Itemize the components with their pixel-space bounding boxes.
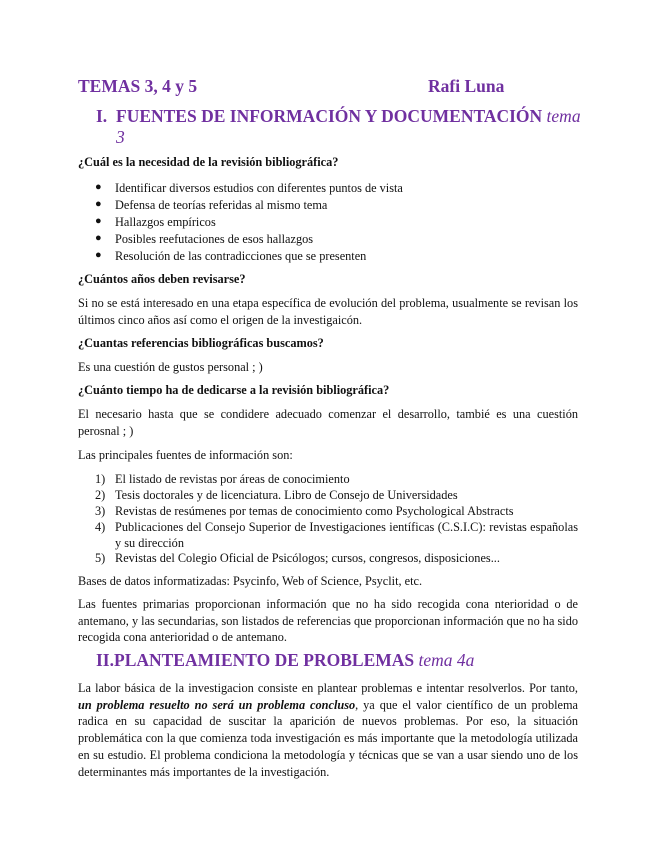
section-1-tema: tema [546,106,581,126]
question-necesidad: ¿Cuál es la necesidad de la revisión bibliográfica? [78,155,339,169]
section-1-tema-number: 3 [116,127,125,147]
section-2-tema: tema 4a [418,650,475,670]
header-author: Rafi Luna [428,76,505,96]
section-2-heading [96,650,586,671]
header-topics: TEMAS 3, 4 y 5 [78,76,198,96]
paragraph-tiempo: El necesario hasta que se condidere adecuado comenzar el desarrollo, tambié es una cuestión perosnal ; ) [78,407,578,438]
section-2-number: II. [96,650,114,670]
paragraph-referencias: Es una cuestión de gustos personal ; ) [78,360,263,374]
question-referencias: ¿Cuantas referencias bibliográficas buscamos? [78,336,324,350]
section-1-title: FUENTES DE INFORMACIÓN Y DOCUMENTACIÓN [116,106,543,126]
document-header [78,76,578,98]
section-2-title: PLANTEAMIENTO DE PROBLEMAS [114,650,415,670]
section-1-heading [96,106,586,148]
document-page: TEMAS 3, 4 y 5 Rafi Luna I. FUENTES DE INFORMACIÓN Y DOCUMENTACIÓN tema 3 ¿Cuál es la necesidad de la revisión bibliográfica? ● Identificar diversos estudios con diferentes puntos de vista ● Defensa de teorías referidas al mismo tema ● Hallazgos empíricos ● Posibles reefutaciones de esos hallazgos ● Resolución de las contradicciones que se presenten ¿Cuántos años deben revisarse? Si no se está interesado en una etapa específica de evolución del problema, usualmente se revisan los últimos cinco años así como el origen de la investigaicón. ¿Cuantas referencias bibliográficas buscamos? Es una cuestión de gustos personal ; ) ¿Cuánto tiempo ha de dedicarse a la revisión bibliográfica? El necesario hasta que se condidere adecuado comenzar el desarrollo, tambié es una cuestión perosnal ; ) Las principales fuentes de información son: 1) El listado de revistas por áreas de conocimiento 2) Tesis doctorales y de licenciatura. Libro de Consejo de Universidades 3) Revistas de resúmenes por temas de conocimiento como Psychological Abstracts 4) Publicaciones del Consejo Superior de Investigaciones ientíficas (C.S.I.C): revistas españolas y su dirección 5) Revistas del Colegio Oficial de Psicólogos; cursos, congresos, disposiciones... Bases de datos informatizadas: Psycinfo, Web of Science, Psyclit, etc. Las fuentes primarias proporcionan información que no ha sido recogida cona nterioridad o de antemano, y las secundarias, son listados de referencias que proporcionan información que no ha sido recogida cona anterioridad o de antemano. II.PLANTEAMIENTO DE PROBLEMAS tema 4a La labor básica de la investigacion consiste en plantear problemas e intentar resolverlos. Por tanto, un problema resuelto no será un problema concluso, ya que el valor científico de un problema radica en su capacidad de suscitar la aparición de nuevos problemas. Por eso, la situación problemática con la que comienza toda investigación es más importante que la metodología utilizada en su estudio. El problema condiciona la metodología y técnicas que se van a usar siendo uno de los determinantes más importantes de la investigación. [0,0,655,848]
paragraph-planteamiento: La labor básica de la investigacion consiste en plantear problemas e intentar resolverlos. Por tanto, un problema resuelto no será un problema concluso, ya que el valor científico de un problema radica en su capacidad de suscitar la aparición de nuevos problemas. Por eso, la situación problemática con la que comienza toda investigación es más importante que la metodología utilizada en su estudio. El problema condiciona la metodología y técnicas que se van a usar siendo uno de los determinantes más importantes de la investigación. [78,681,578,779]
paragraph-anos: Si no se está interesado en una etapa específica de evolución del problema, usualmente se revisan los últimos cinco años así como el origen de la investigaicón. [78,296,578,327]
paragraph-fuentes-intro: Las principales fuentes de información son: [78,448,293,462]
question-anos: ¿Cuántos años deben revisarse? [78,272,246,286]
question-tiempo: ¿Cuánto tiempo ha de dedicarse a la revisión bibliográfica? [78,383,390,397]
emphasis-text: un problema resuelto no será un problema concluso [78,697,356,712]
paragraph-bases-datos: Bases de datos informatizadas: Psycinfo, Web of Science, Psyclit, etc. [78,574,423,588]
section-1-number: I. [96,106,108,126]
paragraph-fuentes-primarias: Las fuentes primarias proporcionan información que no ha sido recogida cona nterioridad o de antemano, y las secundarias, son listados de referencias que proporcionan información que no ha sido recogida cona anterioridad o de antemano. [78,597,578,645]
